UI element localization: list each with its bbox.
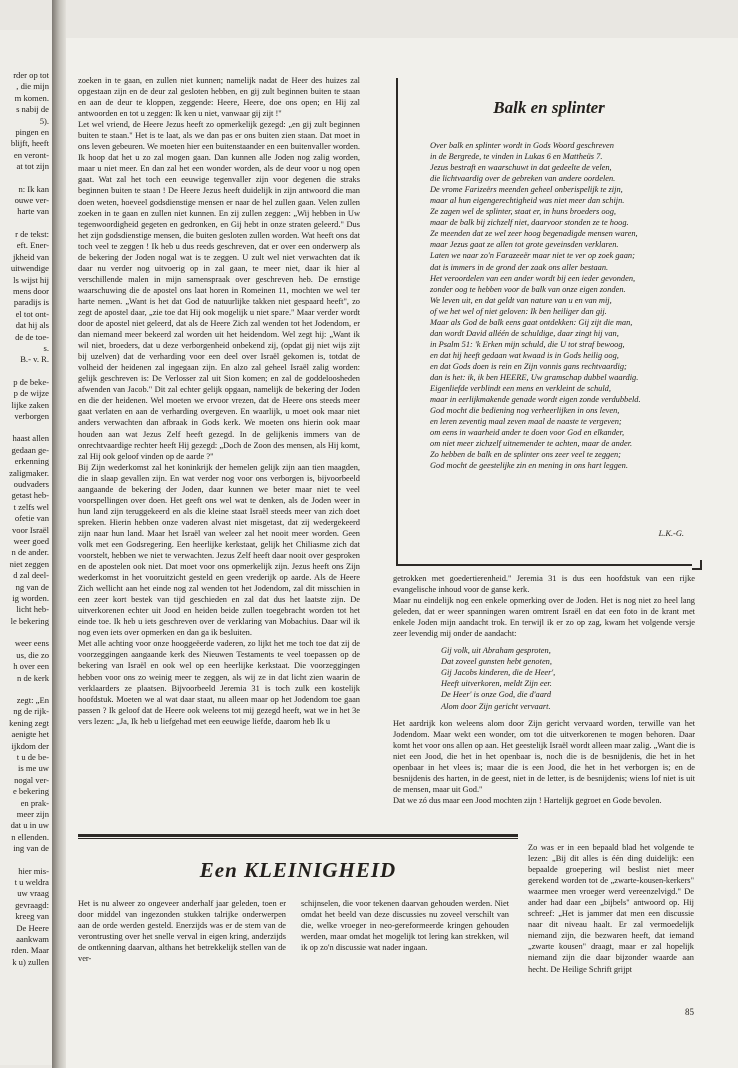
previous-page-line: ing van de <box>13 843 49 854</box>
article-column-2 <box>301 898 509 953</box>
previous-page-line: nogal ver- <box>14 774 49 785</box>
previous-page-line: eft. Ener- <box>16 240 49 251</box>
previous-page-line: p de beke- <box>13 376 49 387</box>
verse-line: Alom door Zijn gericht vervaart. <box>441 701 551 711</box>
previous-page-line: ofetie van <box>14 513 49 524</box>
right-intro: getrokken met goedertierenheid." Jeremia 31 is dus een hoofdstuk van een rijke evangelische inhoud voor de ganse kerk. <box>393 574 695 595</box>
previous-page-line: paradijs is <box>13 297 49 308</box>
poem-line: maar in eerlijkmakende genade wordt eigen zonde verdubbeld. <box>430 395 641 405</box>
poem-text <box>430 140 692 471</box>
article-title: Een KLEINIGHEID <box>199 858 397 882</box>
poem-line: God mocht de geestelijke zin en mening in ons hart leggen. <box>430 461 628 471</box>
previous-page-line: kening zegt <box>9 717 49 728</box>
previous-page-line: zaligmaker. <box>9 467 49 478</box>
previous-page-line: uw vraag <box>17 888 49 899</box>
previous-page-line <box>0 422 49 433</box>
poem-line: en dat hij heeft gedaan wat kwaad is in Gods heilig oog, <box>430 350 619 360</box>
previous-page-line: s. <box>43 342 49 353</box>
previous-page-line: aankwam <box>16 934 49 945</box>
article-column-3 <box>528 842 694 975</box>
previous-page-line: n: Ik kan <box>18 183 49 194</box>
previous-page-line: 5). <box>39 115 49 126</box>
poem-line: We leven uit, en dat geldt van nature van u en van mij, <box>430 295 612 305</box>
poem-line: of we het wel of niet geloven: Ik ben heiliger dan gij. <box>430 306 607 316</box>
previous-page-line: rder op tot <box>13 70 49 80</box>
previous-page-line: niet zeggen <box>9 558 49 569</box>
left-paragraph: Met alle achting voor onze hooggeëerde vaderen, zo lijkt het me toch toe dat zij de voorzeggingen aangaande kerk des Nieuwen Testaments te veel toepassen op de bekering van Israël en ook wel op een heerlijke kerkstaat. Die voorzeggingen hebben voor ons zo weinig meer te zeggen, als wij ze in dat licht zien waarin de verklaarders ze plaatsen. Bijvoorbeeld Jeremia 31 is toch zulk een kostelijk hoofdstuk. Moeten we al wat daar staat, nu alleen maar op het Jodendom toe gaan passen ? Ik geloof dat de Heere ook weleens tot mij gezegd heeft, wat we in het 3e vers lezen: „Ja, Ik heb u liefgehad met een eeuwige liefde, daarom heb Ik u <box>78 639 360 726</box>
previous-page-line: blijft, heeft <box>10 138 49 149</box>
previous-page-line: h over een <box>13 661 49 672</box>
previous-page-line <box>0 627 49 638</box>
poem-line: maar Jezus gaat ze allen tot grote geveinsden verklaren. <box>430 240 619 250</box>
previous-page-line: De Heere <box>16 922 49 933</box>
right-column <box>393 573 695 806</box>
previous-page-line: erkenning <box>14 456 49 467</box>
previous-page-line: weer eens <box>14 638 49 649</box>
previous-page-line: ng de rijk- <box>13 706 49 717</box>
poem-line: maar de balk bij zichzelf niet, daarvoor stonden ze te hoog. <box>430 218 629 228</box>
previous-page-line: lijke zaken <box>11 399 49 410</box>
poem-line: Ze zagen wel de splinter, staat er, in huns broeders oog, <box>430 207 617 217</box>
left-paragraph: zoeken in te gaan, en zullen niet kunnen; namelijk nadat de Heer des huizes zal opgestaan zijn en de deur zal gesloten hebben, en gij zult beginnen buiten te staan en aan de deur te kloppen, zeggende: Heere, Heere, doe ons open; en Hij zal antwoorden en tot u zeggen: Ik ken u niet, vanwaar gij zijt !" <box>78 76 360 119</box>
previous-page-edge <box>0 30 52 1065</box>
article-paragraph: Het is nu alweer zo ongeveer anderhalf jaar geleden, toen er door middel van ingezonden stukken talrijke onderwerpen aan de orde werden gesteld. Enerzijds was er de stem van de verontrusting over het snelle verval in eigen kring, anderzijds de ontkenning daarvan, althans het betrekkelijk stellen van de ver- <box>78 899 286 964</box>
previous-page-line: ls wijst hij <box>13 274 49 285</box>
previous-page-line: t zelfs wel <box>13 501 49 512</box>
previous-page-line: hier mis- <box>18 865 49 876</box>
previous-page-line: p de wijze <box>13 388 49 399</box>
previous-page-line: haast allen <box>12 433 49 444</box>
poem-line: om eens in waarheid ander te doen voor God en elkander, <box>430 428 625 438</box>
poem-line: Jezus bestraft en waarschuwt in dat gedeelte de velen, <box>430 163 612 173</box>
previous-page-line: m komen. <box>14 92 49 103</box>
poem-line: die lichtvaardig over de gebreken van andere oordelen. <box>430 174 616 184</box>
previous-page-line: rden. Maar <box>11 945 49 956</box>
previous-page-line: dat u in uw <box>10 820 49 831</box>
verse-line: Heeft uitverkoren, meldt Zijn eer. <box>441 679 552 689</box>
poem-line: Ze meenden dat ze wel zeer hoog begenadigde mensen waren, <box>430 229 638 239</box>
previous-page-line: el tot ont- <box>15 308 49 319</box>
poem-line: dat is immers in de grond der zaak ons aller bestaan. <box>430 262 609 272</box>
poem-line: Laten we naar zo'n Farazeeër maar niet te ver op zoek gaan; <box>430 251 635 261</box>
right-paragraph: Maar nu eindelijk nog een enkele opmerking over de Joden. Het is nog niet zo heel lang geleden, dat er weer spanningen waren omtrent Israël en dat een foto in de krant met enkele Joden mijn aandacht trok. En terwijl ik er zo op zag, kwam het volgende versje zeer levendig mij onder de aandacht: <box>393 596 695 639</box>
poem-box-corner <box>692 560 702 570</box>
previous-page-line: s nabij de <box>16 104 49 115</box>
previous-page-line: meer zijn <box>16 808 49 819</box>
right-paragraph: Dat we zó dus maar een Jood mochten zijn ! Hartelijk gegroet en Gode bevolen. <box>393 795 662 805</box>
left-column <box>78 75 360 727</box>
previous-page-line <box>0 173 49 184</box>
left-paragraph: Bij Zijn wederkomst zal het koninkrijk der hemelen gelijk zijn aan tien maagden, die in slaap gevallen zijn. En wat verder nog voor ons verborgen is, bijvoorbeeld aangaande de bekering der Joden, daar kunnen we beter maar niet te veel voorspellingen over doen. Het geeft ons wel wat te denken, als de Joden weer in hun land zijn teruggekeerd en als die kleine staat Israël steeds meer van zich doet spreken. Hierin hebben onze vaderen alvast niet misgetast, dat zij wedergekeerd zijn naar hun land. Maar het Israël van weleer zal het nooit meer worden. Geen volk met een Godsregering. Een heerlijke kerkstaat, gelijk het Chiliasme zich dat voorstelt, hebben we niet te verwachten. Jezus Zelf heeft daar nooit over gesproken en de apostelen ook niet. Dat moet voor ons opmerkelijk zijn. Jezus heeft ons Zijn wederkomst in het vooruitzicht gesteld en geen vrederijk op aarde. Als de Heere Zich wellicht aan het einde nog zal wenden tot het Jodendom, zal dit misschien in een zeer kort bestek van tijd geschieden en zal dat dus het laatste zijn. De uitverkorenen echter uit Jood en heiden beide zullen toegebracht worden tot het einde toe. Ik heb u iets geschreven over de verklaring van Mobachius. Daar wil ik nog even iets over opmerken en dan ga ik besluiten. <box>78 462 360 638</box>
previous-page-line: pingen en <box>15 127 49 138</box>
previous-page-line: t u weldra <box>14 877 49 887</box>
poem-line: De vrome Farizeërs meenden geheel onberispelijk te zijn, <box>430 185 623 195</box>
previous-page-line: ouwe ver- <box>14 195 49 206</box>
previous-page-line: , die mijn <box>16 81 49 92</box>
previous-page-line: is me uw <box>17 763 49 774</box>
poem-title: Balk en splinter <box>493 98 605 117</box>
poem-line: Maar als God de balk eens gaat ontdekken: Gij zijt die man, <box>430 317 633 327</box>
previous-page-line: d zal deel- <box>13 570 49 581</box>
article-paragraph: schijnselen, die voor tekenen daarvan gehouden werden. Niet omdat het beeld van deze discussies nu zoveel verschilt van die, welke vroeger in neo-gereformeerde kringen gehouden werden, maar omdat het mogelijk tot lering kan strekken, wil ik op zo'n discussie wat nader ingaan. <box>301 899 509 953</box>
article-paragraph: Zo was er in een bepaald blad het volgende te lezen: „Bij dit alles is één ding duidelijk: een bepaalde groepering wil beslist niet meer gerekend worden tot de „zwarte-kousen-kerkers" waarmee men vroeger werd vereenzelvigd." De ander had daar een „bijbels" antwoord op. Hij schreef: „Het is jammer dat men een discussie naar dit niveau haalt. Er zal vermoedelijk niemand zijn, die bezwaren heeft, dat iemand „zwarte kousen" draagt, maar er zal hopelijk niemand zijn die daar bijzonder waarde aan hecht. De Heilige Schrift grijpt <box>528 843 694 974</box>
poem-line: en leren zeventig maal zeven maal de naaste te vergeven; <box>430 417 622 427</box>
previous-page-line: gevraagd: <box>15 899 49 910</box>
poem-line: zonder oog te hebben voor de balk van onze eigen zonden. <box>430 284 626 294</box>
previous-page-line <box>0 218 49 229</box>
previous-page-line: getast heb- <box>11 490 49 501</box>
page-number: 85 <box>685 1007 694 1017</box>
poem-line: Zo hebben de balk en de splinter ons zeer veel te zeggen; <box>430 450 621 460</box>
article-column-1 <box>78 898 286 964</box>
previous-page-line <box>0 855 49 866</box>
previous-page-line: n de ander. <box>11 547 49 558</box>
previous-page-line: ig worden. <box>12 593 49 604</box>
poem-line: in de Bergrede, te vinden in Lukas 6 en Mattheüs 7. <box>430 152 603 162</box>
previous-page-line: jkheid van <box>12 251 49 262</box>
left-paragraph: Let wel vriend, de Heere Jezus heeft zo opmerkelijk gezegd: „en gij zult beginnen buiten te staan." Het is te laat, als we dan pas er ons buiten zien staan. Dat moet in ons leven gebeuren. We moeten hier een buitenstaander en een buitenvaller worden. Ik hoop dat het u zo zal mogen gaan. Dan kunnen alle Joden nog zalig worden, maar u niet meer. En dan zal het een wonder worden, als de deur voor u nog open gaat. Wat zal het toch een eeuwige tegenvaller zijn voor degenen die straks beginnen buiten te staan ! De Heere Jezus heeft duidelijk in zijn antwoord die man doen weten, hoeveel godsdienstige mensen er naar de hel zullen gaan. Velen zullen zoeken in te gaan en zullen niet kunnen. En zij zullen zeggen: „Wij hebben in Uw tegenwoordigheid gegeten en gedronken, en Gij hebt in onze straten geleerd." Dus het zijn godsdienstige mensen, die buiten gesloten zullen worden. Wat heeft ons dat toch veel te zeggen ! Ik heb u dus reeds geschreven, dat er over een onderwerp als de bekering der Joden nogal wat is te zeggen. U zult wel niet verwachten dat ik daar nu verder nog uitvoerig op in zal gaan, te meer niet, daar ik hier al verschillende malen in mijn samenspraak over geschreven heb. De ernstige waarschuwing die de apostel ons laat horen in Romeinen 11, mochten we wel ter harte nemen. „Want is het dat God de natuurlijke takken niet gespaard heeft", zo zegt de apostel daar, „zie toe dat Hij ook mogelijk u niet spare." Maar verder wordt door de apostel niet geleerd, dat als de Heere Zich zal wenden tot het Jodendom, er dan niemand meer bekeerd zal worden uit het heidendom. Wel zegt hij: „Want ik wil niet, broeders, dat u deze verborgenheid onbekend zij, (opdat gij niet wijs zijt bij uzelven) dat de verharding voor een deel over Israël gekomen is, totdat de volheid der heidenen zal ingegaan zijn. En alzo zal geheel Israël zalig worden: gelijk geschreven is: De Verlosser zal uit Sion komen; en zal de goddeloosheden afwenden van Jacob." Dit zal echter gelijk opgaan, namelijk de bekering der Joden en die der heidenen. Wel moeten we ervoor vrezen, dat de Heere ons steeds meer gaat verlaten en aan de verharding overgeven. En waarlijk, u moet ook maar niet anders verwachten dan afbraak in Gods kerk. We moeten ons hierin ook maar houden aan wat Jezus Zelf heeft gezegd. In de gelijkenis immers van de onrechtvaardige rechter heeft Hij gezegd: „Doch de Zoon des mensen, als Hij komt, zal Hij ook geloof vinden op de aarde ?" <box>78 120 360 461</box>
previous-page-line: us, die zo <box>16 649 49 660</box>
previous-page-line: uitwendige <box>10 263 49 274</box>
right-paragraph: Het aardrijk kon weleens alom door Zijn gericht vervaard worden, terwille van het Jodendom. Maar wekt een wonder, om tot die uitverkorenen te mogen behoren. Daar komt het voor ons allen op aan. Het geestelijk Israël wordt alleen maar zalig. „Want die is niet een Jood, die het in het openbaar is, noch die is de besnijdenis, die het in het openbaar in het vlees is; maar die is een Jood, die het in het verborgen is; en de besnijdenis des harten, in de geest, niet in de letter, is de besnijdenis; wiens lof niet is uit de mensen, maar uit God." <box>393 718 695 794</box>
previous-page-line: en prak- <box>20 797 49 808</box>
previous-page-line: licht heb- <box>16 604 49 615</box>
poem-line: dan wordt David alléén de schuldige, daar zingt hij van, <box>430 328 619 338</box>
poem-line: maar al hun eigengerechtigheid was niet meer dan schijn. <box>430 196 625 206</box>
previous-page-line <box>0 684 49 695</box>
previous-page-line: voor Israël <box>12 524 49 535</box>
previous-page-line: gedaan ge- <box>11 444 49 455</box>
previous-page-line: n de kerk <box>17 672 49 683</box>
previous-page-column <box>0 70 49 968</box>
verse-line: Dat zoveel gunsten hebt genoten, <box>441 657 552 667</box>
previous-page-line: B.- v. R. <box>20 354 49 365</box>
previous-page-line: weer goed <box>13 536 49 547</box>
poem-line: Eigenliefde verblindt een mens en verkleint de schuld, <box>430 384 611 394</box>
previous-page-line: oudvaders <box>13 479 49 489</box>
poem-line: Het veroordelen van een ander wordt bij een ieder gevonden, <box>430 273 636 283</box>
poem-line: dan is het: ik, ik ben HEERE, Uw gramschap dubbel waardig. <box>430 372 639 382</box>
poem-line: Over balk en splinter wordt in Gods Woord geschreven <box>430 141 614 150</box>
article-divider <box>78 834 518 837</box>
previous-page-line: de de toe- <box>15 331 49 342</box>
previous-page-line: aenigte het <box>11 729 49 740</box>
previous-page-line: ng van de <box>15 581 49 592</box>
previous-page-line <box>0 366 49 377</box>
verse-line: De Heer' is onze God, die d'aard <box>441 690 552 700</box>
book-gutter <box>52 0 66 1068</box>
poem-line: en dat Gods doen is rein en Zijn vonnis gans rechtvaardig; <box>430 361 627 371</box>
previous-page-line: le bekering <box>10 615 49 626</box>
previous-page-line: dat hij als <box>15 320 49 331</box>
previous-page-line: en veront- <box>13 149 49 160</box>
previous-page-line: verborgen <box>14 410 49 421</box>
previous-page-line: e bekering <box>12 786 49 797</box>
previous-page-line: harte van <box>17 206 49 217</box>
previous-page-line: zegt: „En <box>16 694 49 705</box>
previous-page-line: ijkdom der <box>11 740 49 751</box>
poem-line: in Psalm 51: 'k Erken mijn schuld, die U tot straf bewoog, <box>430 339 625 349</box>
previous-page-line: kreeg van <box>15 911 49 922</box>
previous-page-line: at tot zijn <box>16 161 49 172</box>
previous-page-line: k u) zullen <box>12 956 49 967</box>
previous-page-line: n ellenden. <box>11 831 49 842</box>
previous-page-line: mens door <box>12 285 49 296</box>
verse-line: Gij Jacobs kinderen, die de Heer', <box>441 668 556 678</box>
psalm-verse <box>441 645 695 711</box>
poem-line: om niet meer zichzelf uitnemender te achten, maar de ander. <box>430 439 633 449</box>
previous-page-line: r de tekst: <box>15 228 49 239</box>
article-divider-thin <box>78 838 518 839</box>
poem-signature: L.K.-G. <box>658 529 684 538</box>
poem-line: God mocht die bediening nog verheerlijken in ons leven, <box>430 406 620 416</box>
verse-line: Gij volk, uit Abraham gesproten, <box>441 646 551 656</box>
previous-page-line: t u de be- <box>16 751 49 762</box>
